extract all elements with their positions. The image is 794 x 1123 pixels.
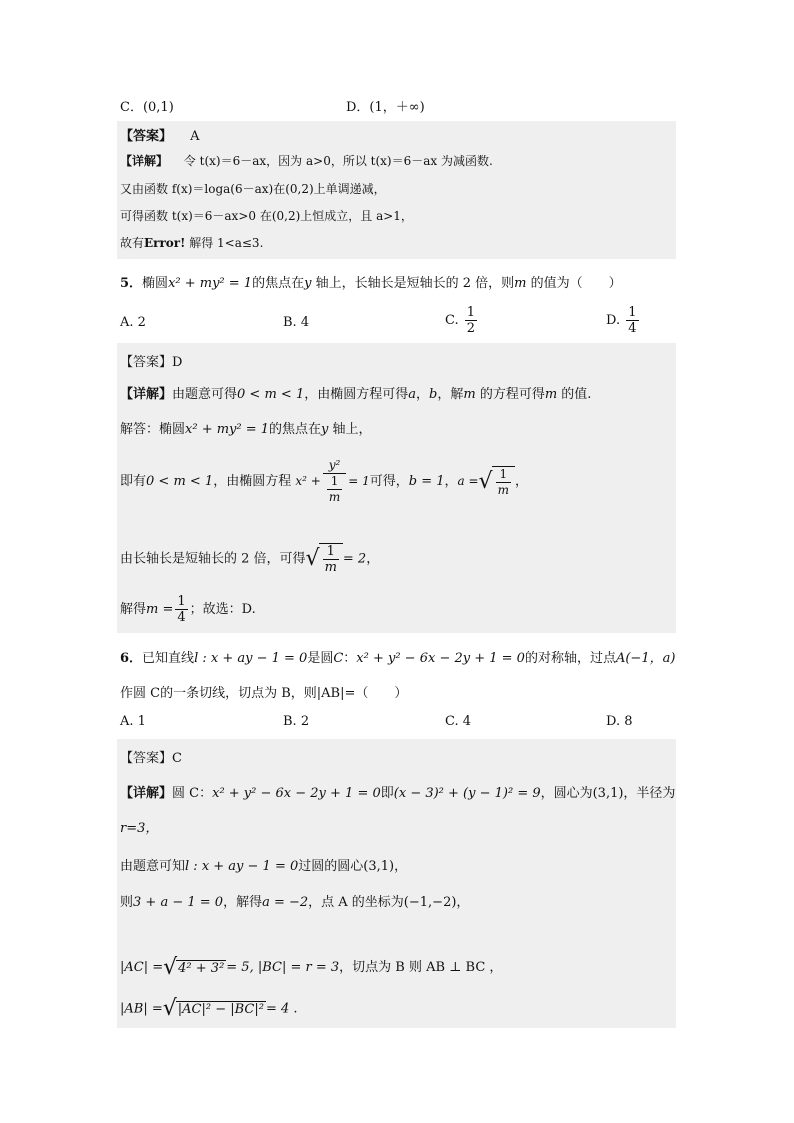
detail-text: 的值. (557, 387, 592, 402)
stem-text: 的对称轴，过点 (524, 651, 616, 666)
variable: a (408, 387, 416, 402)
q6-stem-line-2: 作圆 C的一条切线，切点为 B，则|AB|=（ ） (120, 686, 408, 701)
equation: a = (457, 474, 479, 488)
equation: |AB| = (120, 1001, 163, 1017)
detail-text: 解得 (120, 602, 147, 617)
stem-text: ： (343, 651, 357, 666)
stem-text: 的值为（ ） (526, 276, 622, 291)
variable: y (304, 276, 312, 291)
question-number: 6． (120, 651, 143, 666)
variable: b (429, 387, 438, 402)
stem-text: 已知直线 (142, 651, 195, 666)
fraction-numerator: 1 (177, 594, 186, 609)
q5-option-c (445, 305, 479, 336)
q4-detail-line-3: 可得函数 t(x)＝6－ax>0 在(0,2)上恒成立，且 a>1， (120, 209, 413, 223)
inequality: 0 < m < 1 (237, 387, 305, 402)
fraction-numerator: 1 (323, 544, 339, 560)
equation: l : x + ay − 1 = 0 (185, 859, 299, 874)
q5-detail-line-3 (120, 458, 528, 505)
answer-label: 【答案】 (120, 129, 173, 144)
equation: x² + y² − 6x − 2y + 1 = 0 (212, 786, 381, 801)
equation: = 5, |BC| = r = 3 (226, 960, 340, 975)
variable: y (321, 422, 329, 437)
detail-text: ，解 (437, 387, 464, 402)
q6-detail-line-1b: r=3， (120, 821, 159, 836)
fraction-numerator: 1 (327, 474, 342, 490)
q5-stem (120, 272, 622, 291)
detail-label: 【详解】 (120, 387, 173, 402)
stem-text: 轴上，长轴长是短轴长的 2 倍，则 (311, 276, 515, 291)
detail-text: 令 t(x)＝6－ax，因为 a>0，所以 t(x)＝6－ax 为减函数. (183, 154, 493, 168)
q5-detail-line-4 (120, 543, 379, 575)
q4-detail-line-4 (120, 234, 263, 251)
inequality: 0 < m < 1 (146, 474, 214, 489)
q6-answer: 【答案】C (120, 751, 182, 766)
q5-detail-line-2 (120, 418, 372, 437)
radical-sign: √ (162, 996, 177, 1021)
q6-detail-line-2 (120, 855, 407, 874)
stem-text: 椭圆 (142, 276, 169, 291)
option-label: D. (606, 313, 621, 328)
variable: m (544, 387, 558, 402)
stem-text: 是圆 (307, 651, 334, 666)
fraction-denominator: 4 (177, 610, 186, 625)
equation: x² + my² = 1 (185, 422, 270, 437)
equation: = 2 (342, 551, 367, 567)
q5-detail-line-5 (120, 594, 256, 625)
detail-text: 由题意可知 (120, 859, 186, 874)
option-label: C. (445, 313, 459, 328)
q6-detail-line-5 (120, 998, 298, 1020)
equation: x² + my² = 1 (168, 276, 253, 291)
fraction-numerator: 1 (496, 467, 511, 483)
detail-text: 的方程可得 (475, 387, 545, 402)
detail-text: ，圆心为(3,1)，半径为 (540, 786, 676, 801)
detail-text: 即 (380, 786, 394, 801)
detail-text: 过圆的圆心(3,1)， (298, 859, 408, 874)
equation: l : x + ay − 1 = 0 (194, 651, 308, 666)
q6-option-a: A. 1 (120, 714, 146, 729)
q4-detail-line-2: 又由函数 f(x)＝loga(6－ax)在(0,2)上单调递减， (120, 182, 386, 196)
variable: m (463, 387, 476, 402)
variable: m (514, 276, 527, 291)
detail-text: 由长轴长是短轴长的 2 倍，可得 (120, 551, 306, 567)
equation: x² + (295, 474, 321, 488)
detail-text: ，解得 (223, 895, 263, 910)
error-text: Error! (144, 236, 186, 250)
answer-value: A (190, 129, 200, 144)
detail-text: ， (416, 387, 430, 402)
detail-text: 可得， (369, 474, 409, 489)
q6-detail-line-1 (120, 782, 675, 801)
detail-text: ，由椭圆方程 (213, 474, 292, 489)
equation: |AC| = (120, 960, 164, 975)
q6-detail-line-3 (120, 891, 469, 910)
fraction-numerator: y² (323, 458, 346, 474)
equation: a = −2 (262, 895, 309, 910)
q4-answer-line (120, 125, 200, 144)
detail-text: 即有 (120, 474, 147, 489)
detail-text: ，点 A 的坐标为(−1,−2)， (308, 895, 470, 910)
q6-option-c: C. 4 (445, 714, 472, 729)
detail-label: 【详解】 (120, 786, 173, 801)
equation: x² + y² − 6x − 2y + 1 = 0 (356, 651, 525, 666)
detail-text: ， (366, 551, 380, 567)
equation: (x − 3)² + (y − 1)² = 9 (393, 786, 541, 801)
detail-text: 解得 1<a≤3. (185, 236, 264, 250)
equation: b = 1 (408, 474, 445, 489)
q5-option-b: B. 4 (283, 315, 310, 330)
fraction-denominator: 2 (466, 321, 476, 336)
fraction-numerator: 1 (628, 305, 637, 320)
detail-text: 则 (120, 895, 134, 910)
q6-detail-line-4 (120, 956, 502, 979)
variable: C (333, 651, 344, 666)
detail-text: ，切点为 B 则 AB ⊥ BC ， (339, 960, 503, 975)
fraction-numerator: 1 (466, 305, 476, 320)
q6-stem-line-1 (120, 647, 675, 666)
equation: m = (146, 602, 174, 617)
detail-text: 轴上， (328, 422, 372, 437)
fraction-denominator: m (497, 482, 509, 497)
detail-text: 圆 C： (172, 786, 213, 801)
q5-answer: 【答案】D (120, 355, 183, 370)
q6-option-b: B. 2 (283, 714, 310, 729)
radical-sign: √ (163, 954, 178, 980)
q6-option-d: D. 8 (606, 714, 633, 729)
detail-text: 故有 (120, 236, 145, 250)
radicand: 4² + 3² (178, 960, 225, 976)
radical-sign: √ (305, 546, 320, 571)
equation: 3 + a − 1 = 0 (133, 895, 224, 910)
detail-text: ，由椭圆方程可得 (304, 387, 409, 402)
point: A(−1，a) (615, 651, 676, 666)
detail-text: 解答：椭圆 (120, 422, 186, 437)
q4-detail-line-1 (120, 152, 493, 169)
stem-text: 的焦点在 (252, 276, 305, 291)
fraction-denominator: 4 (628, 321, 637, 336)
detail-text: ；故选：D. (189, 602, 256, 617)
radicand: |AC|² − |BC|² (177, 1002, 264, 1017)
question-number: 5． (120, 276, 143, 291)
detail-label: 【详解】 (120, 154, 169, 168)
q4-option-c: C．(0,1) (120, 100, 174, 115)
fraction-denominator: m (328, 490, 341, 504)
detail-text: ， (444, 474, 458, 489)
equation: = 4 . (265, 1001, 298, 1017)
q5-detail-line-1 (120, 383, 591, 402)
detail-text: 的焦点在 (269, 422, 322, 437)
equation: = 1 (348, 474, 370, 488)
detail-text: ， (514, 474, 528, 489)
detail-text: 由题意可得 (172, 387, 238, 402)
fraction-denominator: m (324, 560, 337, 575)
q4-option-d: D．(1，＋∞) (346, 100, 425, 115)
radical-sign: √ (478, 468, 493, 494)
q5-option-a: A. 2 (120, 315, 146, 330)
q5-option-d (606, 305, 641, 336)
